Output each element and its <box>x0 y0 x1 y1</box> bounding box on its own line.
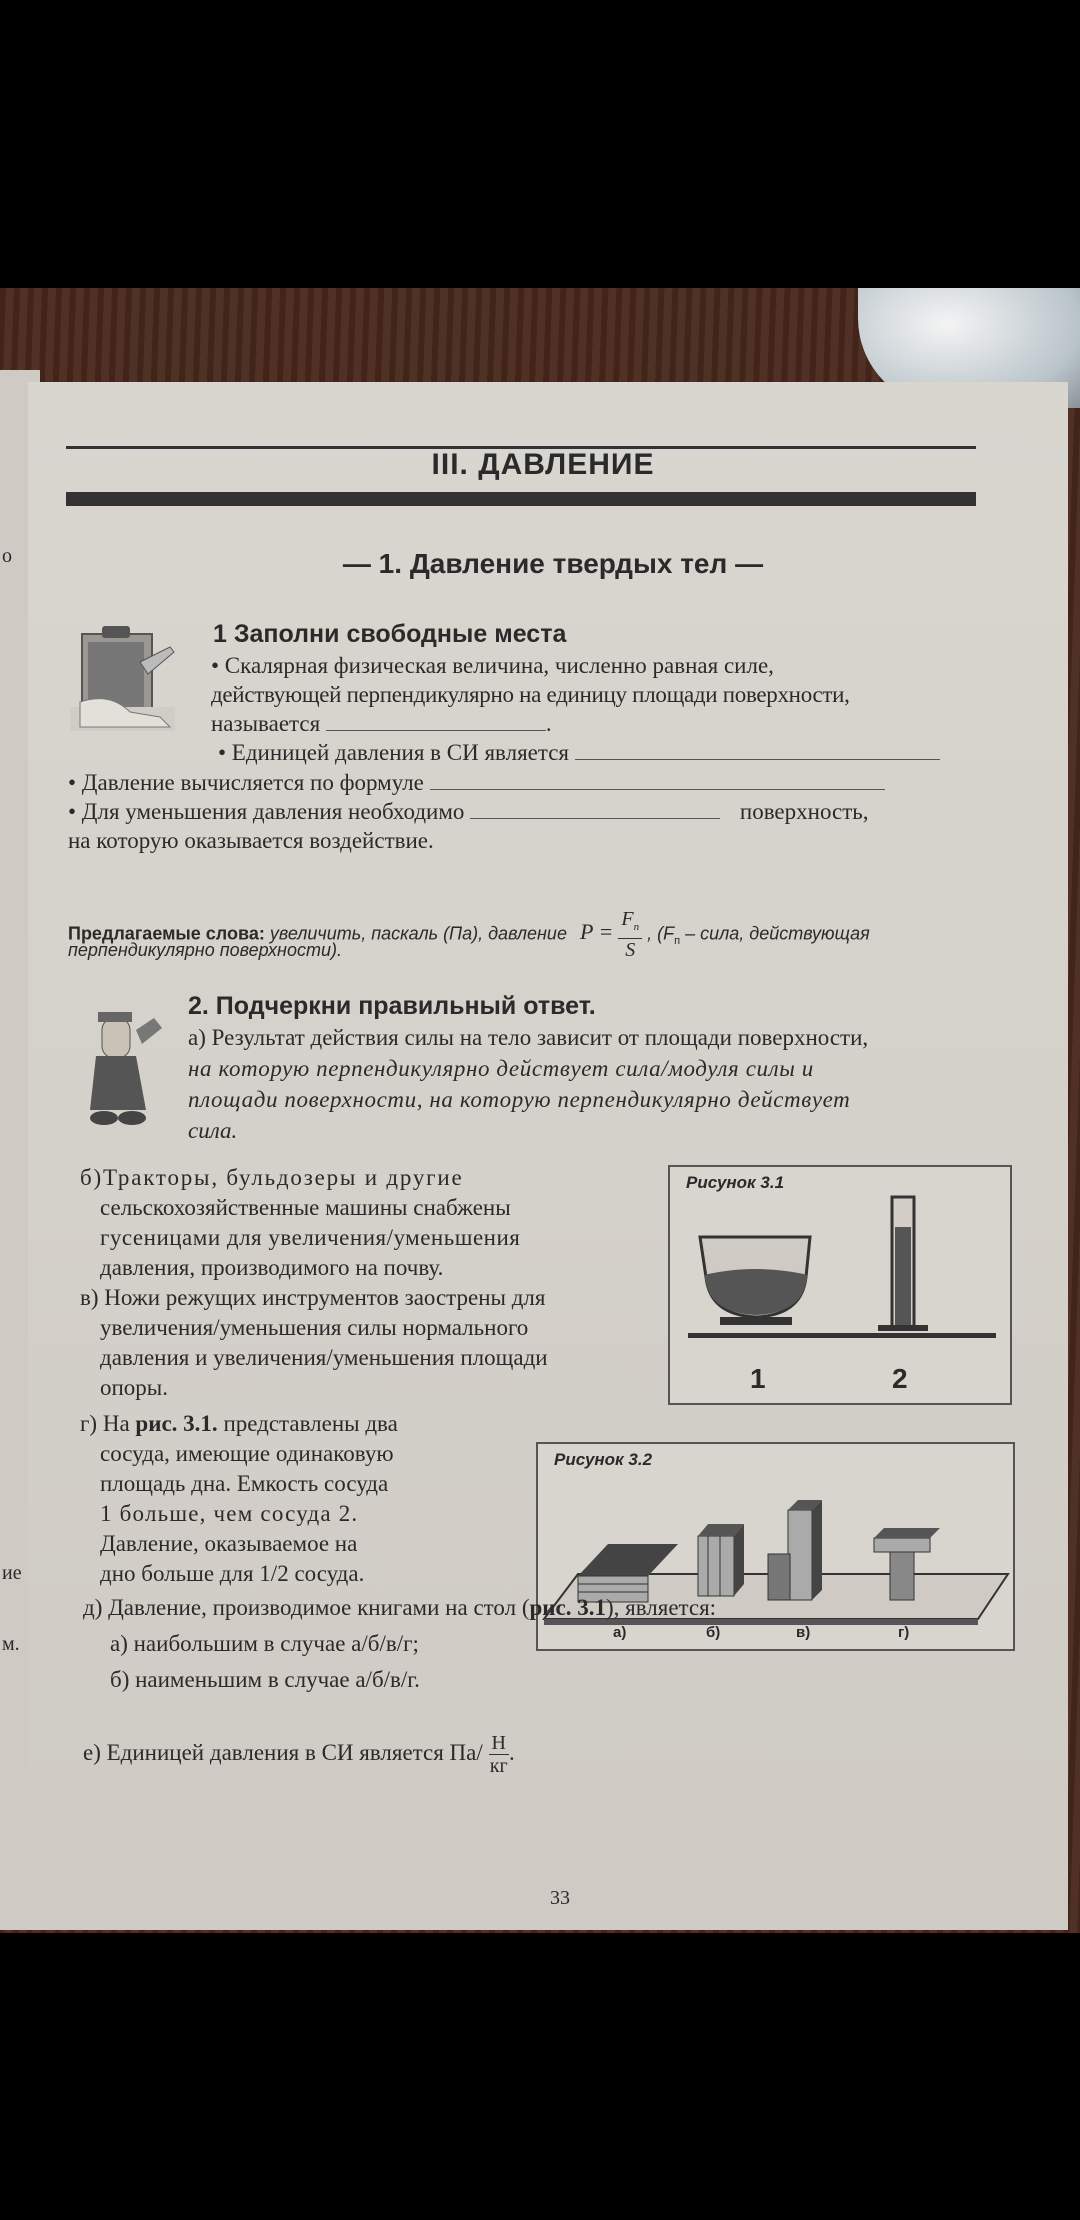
answer-blank-4[interactable] <box>470 818 720 819</box>
task2-v-line: давления и увеличения/уменьшения площади <box>100 1345 548 1370</box>
figure-3-2-title: Рисунок 3.2 <box>554 1450 653 1469</box>
task2-b-line: давления, производимого на почву. <box>100 1255 444 1280</box>
task2-g-line: Давление, оказываемое на <box>100 1531 358 1556</box>
hint-label: Предлагаемые слова: <box>68 923 265 944</box>
vessel-2-label: 2 <box>892 1363 908 1394</box>
task2-e-line: е) Единицей давления в СИ является Па/ Н кг . <box>83 1732 515 1777</box>
hint-line-2: перпендикулярно поверхности). <box>68 940 342 960</box>
figure-3-1 <box>668 1165 1012 1405</box>
task2-a-line: сила. <box>188 1118 238 1143</box>
task2-v-line: опоры. <box>100 1375 169 1400</box>
textbook-page <box>28 382 1068 1930</box>
answer-blank-3[interactable] <box>430 789 885 790</box>
formula-fraction <box>618 908 642 961</box>
task1-line: • Скалярная физическая величина, численно равная силе, <box>211 653 774 678</box>
task2-a-line: на которую перпендикулярно действует сила/модуля силы и <box>188 1056 814 1081</box>
figure-3-2-label-b: б) <box>706 1624 721 1641</box>
task2-g-line: сосуда, имеющие одинаковую <box>100 1441 394 1466</box>
answer-blank-2[interactable] <box>575 759 940 760</box>
chapter-title: III. ДАВЛЕНИЕ <box>431 448 655 481</box>
task2-g-line: г) На рис. 3.1. представлены два <box>80 1411 398 1436</box>
task1-line <box>68 767 885 799</box>
task2-g-line: площадь дна. Емкость сосуда <box>100 1471 389 1496</box>
left-page-fragment: ие <box>2 1562 22 1584</box>
formula-subscript: п <box>633 921 640 933</box>
figure-3-2-label-a: а) <box>613 1624 627 1641</box>
task2-g-line: дно больше для 1/2 сосуда. <box>100 1561 365 1586</box>
page-number: 33 <box>550 1887 570 1909</box>
task2-g-line: 1 больше, чем сосуда 2. <box>100 1501 359 1526</box>
figure-3-1-title: Рисунок 3.1 <box>686 1173 785 1192</box>
task2-b-line: сельскохозяйственные машины снабжены <box>100 1195 511 1220</box>
task1-line: называется . <box>211 711 552 736</box>
task2-heading: 2. Подчеркни правильный ответ. <box>188 992 596 1020</box>
unit-fraction <box>489 1732 509 1777</box>
task2-v-line: в) Ножи режущих инструментов заострены для <box>80 1285 546 1310</box>
left-page-fragment: м. <box>2 1633 20 1655</box>
task2-e-text: е) Единицей давления в СИ является Па/ <box>83 1739 483 1765</box>
task1-line: действующей перпендикулярно на единицу площади поверхности, <box>211 682 850 707</box>
task2-v-line: увеличения/уменьшения силы нормального <box>100 1315 529 1340</box>
task1-surface-label: поверхность, <box>739 799 869 824</box>
task2-d-line: д) Давление, производимое книгами на стол (рис. 3.1), является: <box>83 1595 717 1620</box>
task2-d-option-b: б) наименьшим в случае а/б/в/г. <box>110 1667 420 1692</box>
task1-decrease-label: • Для уменьшения давления необходимо <box>68 799 465 824</box>
task2-b-line: б)Тракторы, бульдозеры и другие <box>80 1165 464 1190</box>
hint-tail-2: – сила, действующая <box>680 923 870 944</box>
task2-a-line: площади поверхности, на которую перпендикулярно действует <box>188 1087 851 1112</box>
answer-blank-1[interactable] <box>326 730 546 731</box>
hint-tail-subscript: п <box>674 934 681 947</box>
hint-words: увеличить, паскаль (Па), давление <box>269 923 567 944</box>
formula-numerator: F <box>621 908 634 930</box>
task2-d-option-a: а) наибольшим в случае а/б/в/г; <box>110 1631 419 1656</box>
vessel-1-label: 1 <box>750 1363 766 1394</box>
figure-3-2-label-g: г) <box>898 1624 910 1641</box>
pencil-character-illustration <box>80 1010 170 1130</box>
task2-a-line: а) Результат действия силы на тело зависит от площади поверхности, <box>188 1025 869 1050</box>
formula-denominator: S <box>625 939 636 961</box>
formula-p: P = <box>579 919 614 945</box>
unit-denominator: кг <box>489 1755 508 1777</box>
header-bottom-band <box>66 492 976 506</box>
task1-line <box>218 737 940 769</box>
hint-tail: , (F <box>647 923 675 944</box>
figure-3-2-label-v: в) <box>796 1624 811 1641</box>
task1-line <box>68 796 998 828</box>
clipboard-illustration <box>70 622 180 737</box>
task1-formula-label: • Давление вычисляется по формуле <box>68 770 424 795</box>
task2-b-line: гусеницами для увеличения/уменьшения <box>100 1225 521 1250</box>
left-page-fragment: о <box>2 545 12 567</box>
unit-numerator: Н <box>489 1732 509 1755</box>
task1-si-label: • Единицей давления в СИ является <box>218 740 569 765</box>
section-title: — 1. Давление твердых тел — <box>342 548 764 579</box>
task1-term-label: называется <box>211 711 321 736</box>
task1-line: на которую оказывается воздействие. <box>68 828 434 853</box>
task1-heading: 1 Заполни свободные места <box>213 620 567 648</box>
